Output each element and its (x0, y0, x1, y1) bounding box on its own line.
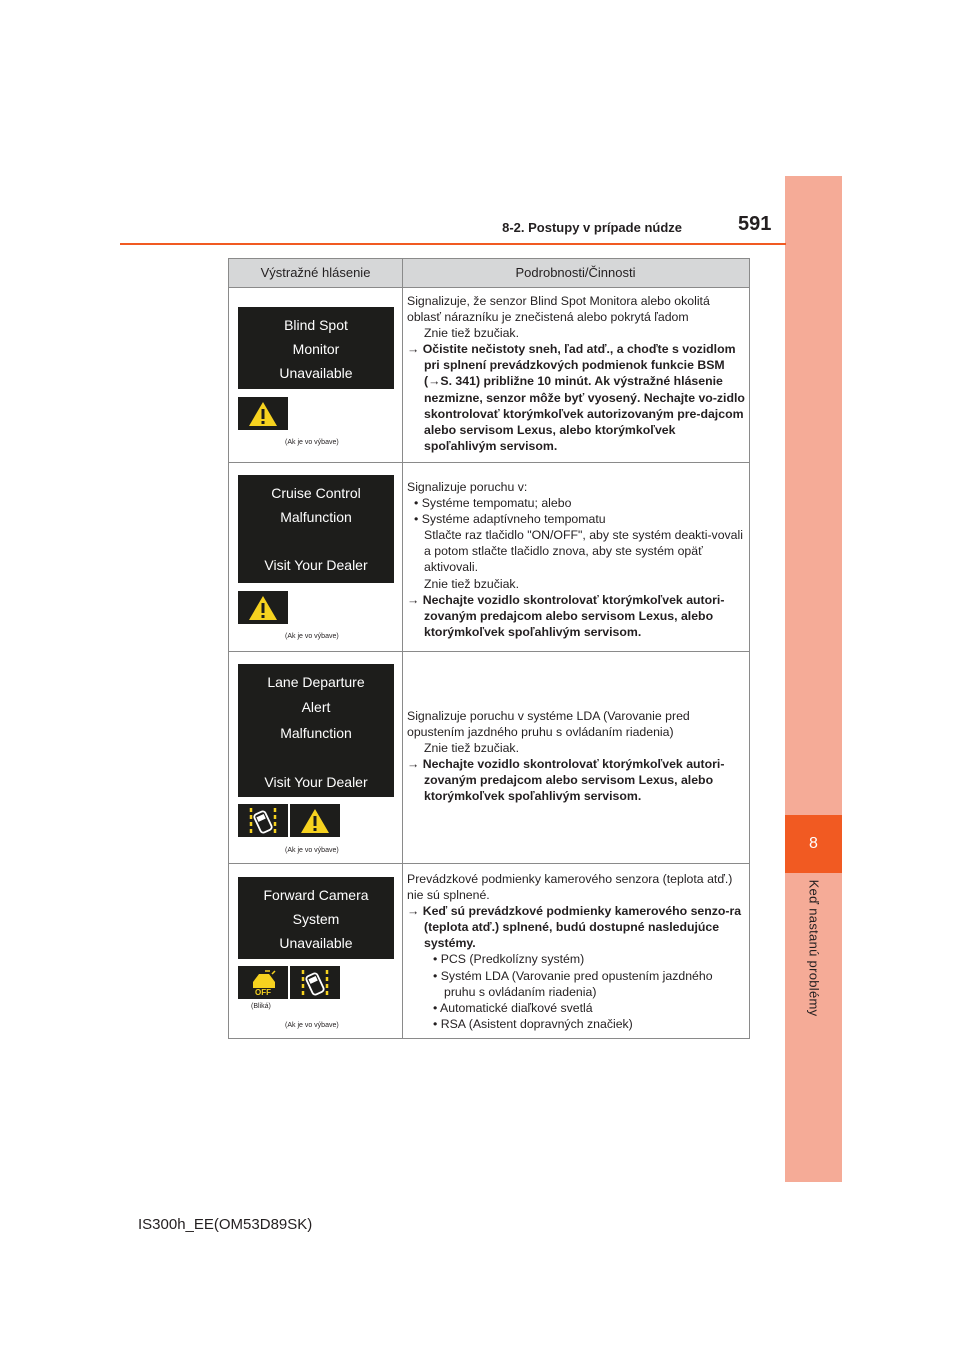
desc-text: • PCS (Predkolízny systém) (433, 952, 585, 967)
message-screen-cruise (238, 475, 394, 583)
desc-text: • Automatické diaľkové svetlá (433, 1000, 593, 1015)
desc-text: Znie tiež bzučiak. (424, 741, 520, 756)
desc-text: Signalizuje poruchu v systéme LDA (Varovanie pred opustením jazdného pruhu s ovládaním riadenia) (407, 709, 690, 740)
chapter-label: Keď nastanú problémy (806, 879, 822, 1017)
model-code: IS300h_EE(OM53D89SK) (138, 1216, 313, 1233)
column-divider (402, 259, 403, 1038)
screen-line: Unavailable (279, 935, 353, 951)
screen-line: System (292, 911, 340, 927)
row-description (407, 708, 747, 805)
lane-departure-icon (238, 804, 288, 837)
pcs-off-icon (238, 966, 288, 999)
action-text: → Keď sú prevádzkové podmienky kamerového senzo-ra (teplota atď.) splnené, budú dostupné nasledujúce systémy. (407, 904, 742, 951)
master-warning-icon (238, 591, 288, 624)
screen-line: Blind Spot (284, 317, 348, 333)
row-divider (229, 863, 749, 864)
message-screen-bsm (238, 307, 394, 389)
lane-departure-icon (290, 966, 340, 999)
screen-line: Visit Your Dealer (264, 557, 368, 573)
screen-line: Lane Departure (267, 674, 365, 690)
screen-line: Unavailable (279, 365, 353, 381)
header-rule (120, 243, 786, 245)
screen-line: Visit Your Dealer (264, 774, 368, 790)
screen-line: Forward Camera (263, 887, 369, 903)
row-description (407, 479, 747, 640)
screen-line: Cruise Control (271, 485, 361, 501)
desc-text: Prevádzkové podmienky kamerového senzora (teplota atď.) nie sú splnené. (407, 872, 733, 903)
desc-text: • RSA (Asistent dopravných značiek) (433, 1016, 633, 1031)
desc-text: • Systéme adaptívneho tempomatu (414, 512, 606, 527)
desc-text: Znie tiež bzučiak. (424, 576, 520, 591)
master-warning-icon (290, 804, 340, 837)
col-header-details: Podrobnosti/Činnosti (515, 265, 636, 280)
equipment-note: (Ak je vo výbave) (285, 633, 339, 640)
warning-table (228, 258, 750, 1039)
equipment-note: (Ak je vo výbave) (285, 439, 339, 446)
action-text: → Očistite nečistoty sneh, ľad atď., a choďte s vozidlom pri splnení prevádzkových podmienok funkcie BSM (→S. 341) približne 10 minút. Ak výstražné hlásenie nezmizne, senzor môže byť vyosený. Nechajte vo-zidlo skontrolovať ktorýmkoľvek autorizovaným pre-dajcom alebo servisom Lexus, alebo ktorýmkoľvek spoľahlivým servisom. (407, 342, 745, 453)
chapter-tab (785, 176, 842, 1182)
blink-note: (Bliká) (251, 1003, 271, 1010)
desc-text: Signalizuje, že senzor Blind Spot Monitora alebo okolitá oblasť nárazníku je znečistená alebo pokrytá ľadom (407, 294, 710, 325)
desc-text: • Systéme tempomatu; alebo (414, 496, 572, 511)
desc-text: Znie tiež bzučiak. (424, 326, 520, 341)
row-description (407, 871, 747, 1032)
equipment-note: (Ak je vo výbave) (285, 1022, 339, 1029)
desc-text: Signalizuje poruchu v: (407, 480, 528, 494)
master-warning-icon (238, 397, 288, 430)
pcs-off-label: OFF (255, 988, 271, 997)
action-text: → Nechajte vozidlo skontrolovať ktorýmkoľvek autori-zovaným predajcom alebo servisom Lexus, alebo ktorýmkoľvek spoľahlivým servisom. (407, 592, 725, 639)
desc-text: • Systém LDA (Varovanie pred opustením jazdného pruhu s ovládaním riadenia) (433, 968, 713, 999)
chapter-number: 8 (785, 815, 842, 873)
section-title: 8-2. Postupy v prípade núdze (502, 220, 682, 235)
message-screen-lda (238, 664, 394, 797)
row-divider (229, 462, 749, 463)
page-number: 591 (738, 213, 772, 235)
row-divider (229, 651, 749, 652)
screen-line: Alert (301, 699, 331, 715)
row-description (407, 293, 747, 454)
equipment-note: (Ak je vo výbave) (285, 847, 339, 854)
screen-line: Monitor (292, 341, 340, 357)
screen-line: Malfunction (280, 509, 352, 525)
col-header-warning: Výstražné hlásenie (260, 265, 371, 280)
desc-text: Stlačte raz tlačidlo "ON/OFF", aby ste systém deakti-vovali a potom stlačte tlačidlo znova, aby ste systém opäť aktivovali. (424, 528, 743, 575)
table-header (229, 259, 749, 288)
action-text: → Nechajte vozidlo skontrolovať ktorýmkoľvek autori-zovaným predajcom alebo servisom Lexus, alebo ktorýmkoľvek spoľahlivým servisom. (407, 757, 725, 804)
screen-line: Malfunction (280, 725, 352, 741)
message-screen-camera (238, 877, 394, 959)
